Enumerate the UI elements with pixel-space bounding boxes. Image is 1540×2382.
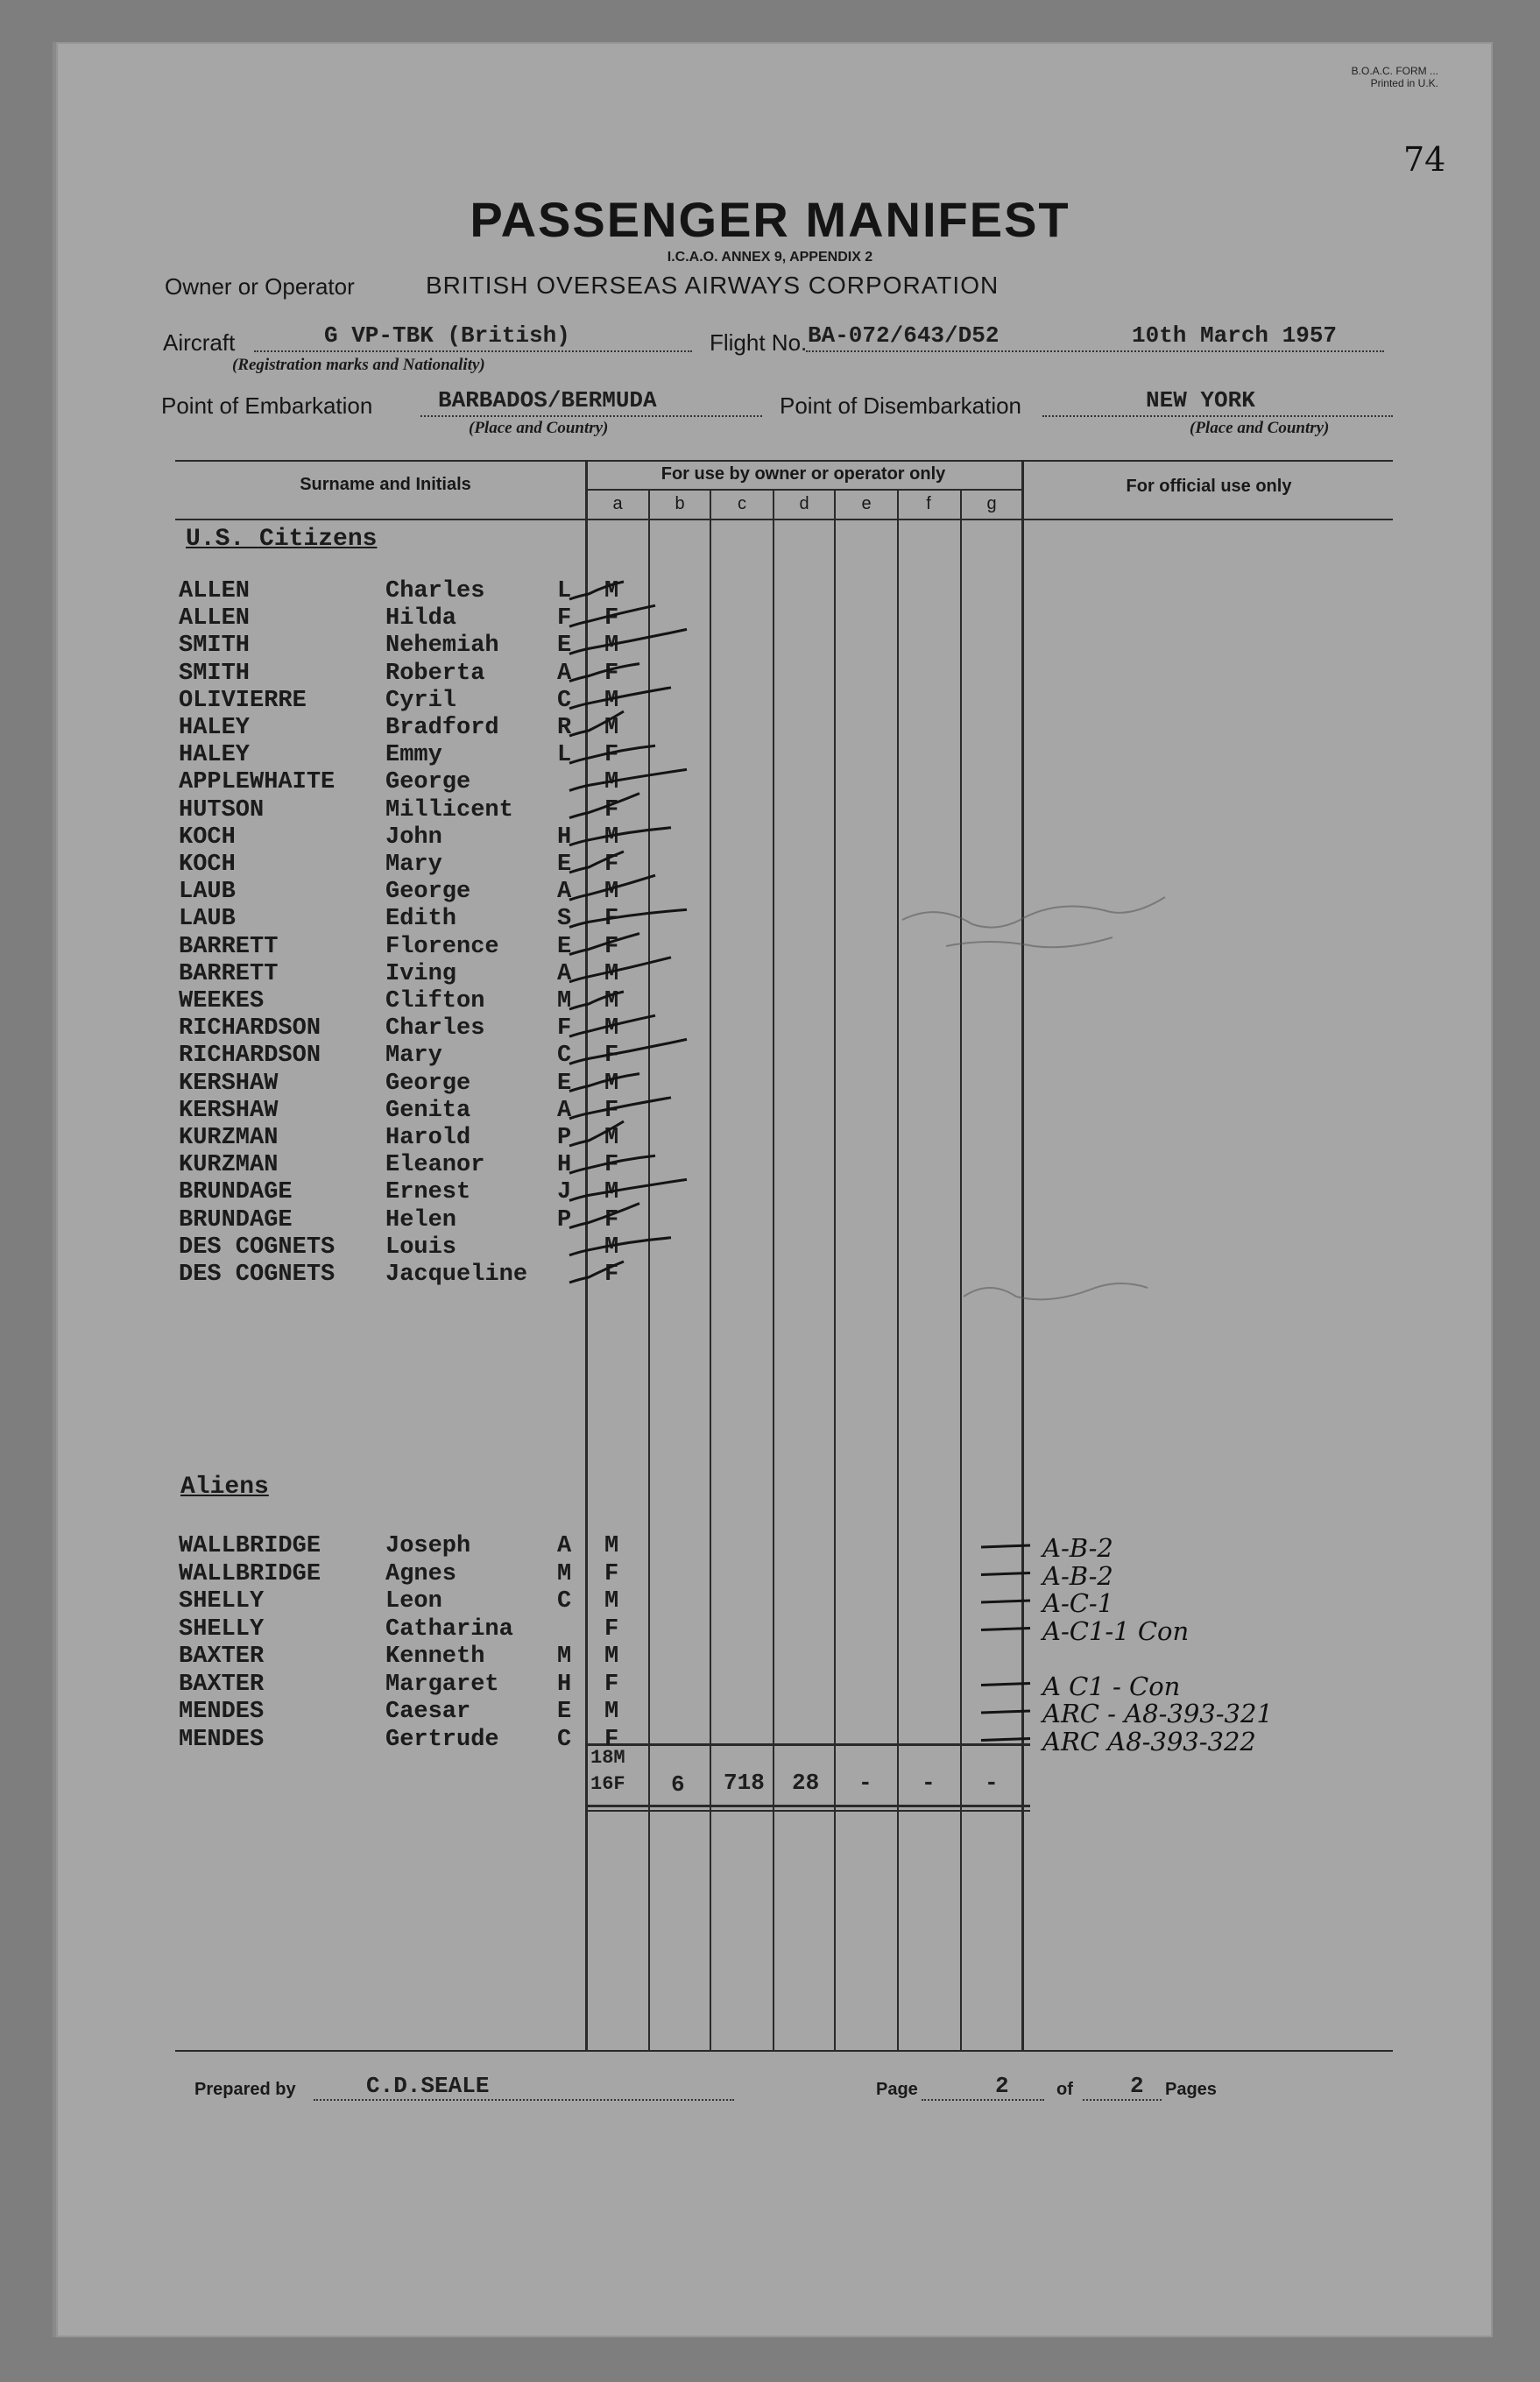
check-stroke: [569, 1238, 671, 1255]
total-g: -: [985, 1770, 999, 1796]
passenger-surname: BAXTER: [179, 1643, 265, 1670]
note-dash: [981, 1573, 1030, 1575]
passenger-surname: RICHARDSON: [179, 1015, 321, 1043]
passenger-first-name: Emmy: [385, 742, 442, 769]
aircraft-label: Aircraft: [163, 329, 236, 356]
total-e: -: [858, 1770, 872, 1796]
passenger-initial: F: [557, 1015, 572, 1043]
passenger-first-name: Eleanor: [385, 1152, 485, 1179]
prepared-by-dotted-line: [314, 2099, 734, 2101]
passenger-surname: MENDES: [179, 1726, 265, 1753]
passenger-surname: HUTSON: [179, 796, 265, 823]
surname-header: Surname and Initials: [300, 475, 471, 494]
passenger-first-name: Louis: [385, 1233, 457, 1261]
passenger-surname: KURZMAN: [179, 1125, 279, 1151]
total-c: 718: [724, 1770, 765, 1796]
aircraft-value: G VP-TBK (British): [324, 322, 570, 349]
passenger-sex: M: [604, 1125, 619, 1151]
official-handwritten-note: A-C1-1 Con: [1042, 1615, 1190, 1646]
passenger-sex: F: [604, 1043, 619, 1070]
official-handwritten-note: A C1 - Con: [1042, 1671, 1181, 1701]
passenger-surname: KOCH: [179, 852, 236, 878]
passenger-sex: F: [604, 1560, 619, 1587]
handwritten-page-number: 74: [1403, 140, 1446, 179]
passenger-surname: BARRETT: [179, 933, 279, 960]
passenger-surname: DES COGNETS: [179, 1233, 336, 1261]
passenger-sex: M: [604, 633, 619, 660]
passenger-surname: DES COGNETS: [179, 1262, 336, 1288]
check-stroke: [569, 875, 655, 900]
check-stroke: [569, 1074, 639, 1092]
passenger-sex: M: [604, 1233, 619, 1261]
flight-number-value: BA-072/643/D52: [808, 322, 1000, 349]
passenger-first-name: Harold: [385, 1125, 471, 1151]
passenger-surname: OLIVIERRE: [179, 687, 307, 714]
passenger-surname: RICHARDSON: [179, 1043, 321, 1070]
passenger-first-name: John: [385, 823, 442, 851]
passenger-initial: E: [557, 633, 572, 660]
passenger-surname: MENDES: [179, 1699, 265, 1725]
passenger-sex: M: [604, 1179, 619, 1206]
official-handwritten-note: ARC A8-393-322: [1042, 1726, 1256, 1756]
passenger-first-name: Joseph: [385, 1533, 471, 1559]
col-letter-a: a: [612, 494, 623, 513]
passenger-surname: BAXTER: [179, 1671, 265, 1698]
page-dotted-line: [922, 2099, 1044, 2101]
passenger-sex: F: [604, 933, 619, 960]
passenger-surname: BRUNDAGE: [179, 1206, 293, 1233]
passenger-sex: M: [604, 988, 619, 1014]
passenger-sex: F: [604, 852, 619, 878]
passenger-first-name: Caesar: [385, 1699, 471, 1725]
check-stroke: [569, 1121, 624, 1146]
passenger-initial: A: [557, 1097, 572, 1124]
passenger-first-name: Margaret: [385, 1671, 499, 1698]
passenger-first-name: Millicent: [385, 796, 513, 823]
col-letter-g: g: [986, 494, 997, 513]
pages-dotted-line: [1083, 2099, 1162, 2101]
passenger-initial: E: [557, 1070, 572, 1097]
passenger-surname: HALEY: [179, 742, 251, 769]
passenger-surname: LAUB: [179, 879, 236, 906]
check-stroke: [569, 794, 639, 818]
passenger-initial: A: [557, 960, 572, 987]
passenger-first-name: Ernest: [385, 1179, 471, 1206]
passenger-surname: WALLBRIDGE: [179, 1560, 321, 1587]
passenger-initial: L: [557, 742, 572, 769]
official-handwritten-note: A-B-2: [1042, 1533, 1113, 1563]
passenger-initial: J: [557, 1179, 572, 1206]
flight-label: Flight No.: [710, 329, 808, 356]
passenger-initial: P: [557, 1125, 572, 1151]
passenger-sex: M: [604, 715, 619, 741]
passenger-first-name: Iving: [385, 960, 457, 987]
passenger-initial: A: [557, 1533, 572, 1559]
check-stroke: [569, 1015, 655, 1036]
passenger-first-name: Hilda: [385, 605, 457, 633]
total-d: 28: [792, 1770, 820, 1796]
total-pages-value: 2: [1130, 2073, 1144, 2099]
total-a-bottom: 16F: [590, 1773, 625, 1795]
check-stroke: [569, 688, 671, 709]
passenger-sex: M: [604, 687, 619, 714]
passenger-first-name: Jacqueline: [385, 1262, 528, 1288]
official-handwritten-note: A-C-1: [1042, 1588, 1114, 1618]
check-stroke: [569, 605, 655, 626]
passenger-surname: KERSHAW: [179, 1097, 279, 1124]
passenger-first-name: Roberta: [385, 660, 485, 687]
check-stroke: [569, 629, 687, 654]
official-handwritten-note: ARC - A8-393-321: [1042, 1699, 1273, 1728]
note-dash: [981, 1629, 1030, 1630]
passenger-sex: F: [604, 742, 619, 769]
note-dash: [981, 1545, 1030, 1547]
passenger-initial: P: [557, 1206, 572, 1233]
us-citizens-heading: U.S. Citizens: [186, 526, 378, 553]
passenger-first-name: Gertrude: [385, 1726, 499, 1753]
passenger-initial: M: [557, 1560, 572, 1587]
passenger-first-name: Bradford: [385, 715, 499, 741]
passenger-first-name: Charles: [385, 578, 485, 604]
passenger-surname: SMITH: [179, 660, 251, 687]
check-stroke: [569, 1204, 639, 1228]
passenger-initial: F: [557, 605, 572, 633]
passenger-first-name: Edith: [385, 906, 457, 933]
passenger-surname: BARRETT: [179, 960, 279, 987]
aliens-heading: Aliens: [180, 1474, 269, 1501]
passenger-initial: A: [557, 660, 572, 687]
passenger-sex: M: [604, 1015, 619, 1043]
check-stroke: [569, 1179, 687, 1200]
page-value: 2: [995, 2073, 1009, 2099]
passenger-first-name: Helen: [385, 1206, 457, 1233]
passenger-sex: M: [604, 769, 619, 796]
check-stroke: [569, 1098, 671, 1119]
corner-line2: Printed in U.K.: [1370, 77, 1438, 89]
passenger-sex: M: [604, 1533, 619, 1559]
check-stroke: [569, 934, 639, 955]
page-title: PASSENGER MANIFEST: [470, 192, 1070, 247]
check-stroke: [569, 828, 671, 845]
disembarkation-label: Point of Disembarkation: [780, 392, 1022, 419]
passenger-sex: F: [604, 660, 619, 687]
check-stroke: [569, 711, 624, 736]
passenger-surname: SMITH: [179, 633, 251, 660]
check-stroke: [569, 746, 655, 763]
passenger-sex: F: [604, 906, 619, 933]
passenger-first-name: George: [385, 1070, 471, 1097]
col-letter-f: f: [926, 494, 931, 513]
total-b: 6: [671, 1771, 685, 1798]
passenger-surname: WEEKES: [179, 988, 265, 1014]
col-letter-b: b: [675, 494, 685, 513]
passenger-initial: H: [557, 1671, 572, 1698]
passenger-initial: C: [557, 1726, 572, 1753]
check-stroke: [569, 958, 671, 982]
passenger-surname: BRUNDAGE: [179, 1179, 293, 1206]
page-subtitle: I.C.A.O. ANNEX 9, APPENDIX 2: [667, 250, 873, 265]
passenger-initial: S: [557, 906, 572, 933]
passenger-first-name: Kenneth: [385, 1643, 485, 1670]
passenger-sex: F: [604, 1615, 619, 1643]
passenger-sex: M: [604, 823, 619, 851]
passenger-sex: F: [604, 796, 619, 823]
passenger-surname: KURZMAN: [179, 1152, 279, 1179]
passenger-surname: APPLEWHAITE: [179, 769, 336, 796]
pages-label: Pages: [1165, 2080, 1217, 2099]
owner-use-header: For use by owner or operator only: [661, 464, 946, 484]
aircraft-note: (Registration marks and Nationality): [232, 356, 485, 374]
owner-label: Owner or Operator: [165, 273, 355, 300]
check-stroke: [569, 1039, 687, 1064]
passenger-first-name: Mary: [385, 1043, 442, 1070]
official-handwritten-note: A-B-2: [1042, 1560, 1113, 1591]
check-stroke: [569, 769, 687, 790]
passenger-initial: M: [557, 1643, 572, 1670]
passenger-sex: F: [604, 1097, 619, 1124]
passenger-initial: L: [557, 578, 572, 604]
passenger-sex: M: [604, 578, 619, 604]
passenger-sex: M: [604, 1070, 619, 1097]
passenger-sex: M: [604, 879, 619, 906]
total-a-top: 18M: [590, 1747, 625, 1769]
owner-value: BRITISH OVERSEAS AIRWAYS CORPORATION: [426, 272, 1000, 299]
passenger-initial: C: [557, 1043, 572, 1070]
passenger-surname: KERSHAW: [179, 1070, 279, 1097]
note-dash: [981, 1601, 1030, 1602]
passenger-initial: C: [557, 1588, 572, 1615]
passenger-sex: F: [604, 1671, 619, 1698]
check-stroke: [569, 1156, 655, 1173]
passenger-surname: KOCH: [179, 823, 236, 851]
passenger-surname: LAUB: [179, 906, 236, 933]
page-label: Page: [876, 2080, 918, 2099]
passenger-first-name: Genita: [385, 1097, 471, 1124]
embarkation-note: (Place and Country): [469, 419, 609, 437]
corner-line1: B.O.A.C. FORM ...: [1351, 65, 1438, 77]
passenger-initial: E: [557, 852, 572, 878]
disembarkation-value: NEW YORK: [1146, 387, 1255, 413]
check-stroke: [569, 1262, 624, 1283]
official-use-header: For official use only: [1126, 477, 1292, 496]
passenger-sex: M: [604, 960, 619, 987]
passenger-surname: ALLEN: [179, 578, 251, 604]
passenger-initial: M: [557, 988, 572, 1014]
total-f: -: [922, 1770, 936, 1796]
passenger-sex: F: [604, 1726, 619, 1753]
passenger-first-name: George: [385, 879, 471, 906]
passenger-first-name: George: [385, 769, 471, 796]
col-letter-d: d: [799, 494, 809, 513]
prepared-by-value: C.D.SEALE: [366, 2073, 490, 2099]
passenger-surname: SHELLY: [179, 1615, 265, 1643]
check-stroke: [569, 992, 624, 1009]
passenger-first-name: Catharina: [385, 1615, 513, 1643]
disembarkation-note: (Place and Country): [1190, 419, 1330, 437]
passenger-sex: F: [604, 605, 619, 633]
prepared-by-label: Prepared by: [194, 2080, 296, 2099]
embarkation-label: Point of Embarkation: [161, 392, 373, 419]
passenger-sex: F: [604, 1152, 619, 1179]
passenger-initial: E: [557, 933, 572, 960]
passenger-initial: A: [557, 879, 572, 906]
passenger-first-name: Clifton: [385, 988, 485, 1014]
passenger-initial: H: [557, 823, 572, 851]
note-dash: [981, 1711, 1030, 1713]
check-stroke: [569, 852, 624, 873]
passenger-surname: WALLBRIDGE: [179, 1533, 321, 1559]
passenger-first-name: Cyril: [385, 687, 457, 714]
of-label: of: [1056, 2080, 1073, 2099]
note-dash: [981, 1684, 1030, 1686]
check-stroke: [569, 582, 624, 599]
passenger-first-name: Charles: [385, 1015, 485, 1043]
check-stroke: [569, 909, 687, 927]
passenger-surname: SHELLY: [179, 1588, 265, 1615]
passenger-initial: R: [557, 715, 572, 741]
passenger-sex: M: [604, 1643, 619, 1670]
flight-date-value: 10th March 1957: [1132, 322, 1338, 349]
passenger-surname: HALEY: [179, 715, 251, 741]
embarkation-value: BARBADOS/BERMUDA: [438, 387, 657, 413]
passenger-surname: ALLEN: [179, 605, 251, 633]
note-dash: [981, 1739, 1030, 1741]
passenger-sex: F: [604, 1262, 619, 1288]
passenger-initial: E: [557, 1699, 572, 1725]
passenger-first-name: Florence: [385, 933, 499, 960]
col-letter-c: c: [738, 494, 746, 513]
passenger-initial: C: [557, 687, 572, 714]
passenger-sex: M: [604, 1699, 619, 1725]
passenger-sex: F: [604, 1206, 619, 1233]
check-stroke: [569, 664, 639, 682]
passenger-first-name: Leon: [385, 1588, 442, 1615]
passenger-first-name: Mary: [385, 852, 442, 878]
passenger-first-name: Nehemiah: [385, 633, 499, 660]
faint-pencil-notes: [902, 897, 1165, 1299]
col-letter-e: e: [861, 494, 872, 513]
passenger-first-name: Agnes: [385, 1560, 457, 1587]
passenger-initial: H: [557, 1152, 572, 1179]
passenger-sex: M: [604, 1588, 619, 1615]
